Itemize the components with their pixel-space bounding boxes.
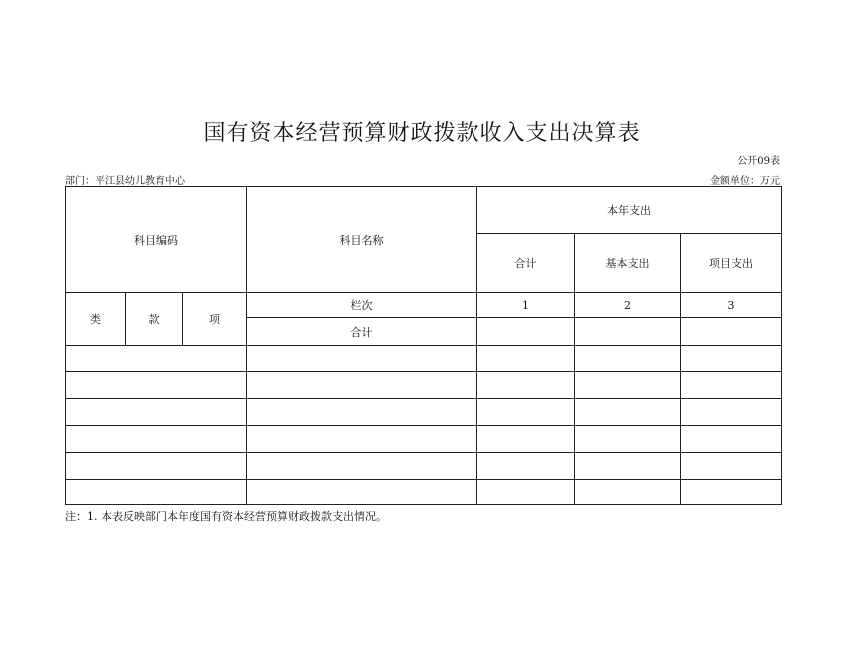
table-cell — [247, 426, 477, 453]
table-cell — [247, 346, 477, 372]
unit-label: 金额单位：万元 — [710, 176, 780, 187]
table-cell — [66, 426, 247, 453]
table-cell — [681, 372, 782, 399]
table-cell — [681, 399, 782, 426]
total-row-label: 合计 — [247, 318, 477, 346]
table-row — [66, 480, 782, 505]
table-cell — [66, 480, 247, 505]
table-row — [66, 453, 782, 480]
table-cell — [477, 453, 575, 480]
header-basic-expense: 基本支出 — [575, 234, 681, 293]
table-cell — [575, 372, 681, 399]
table-cell — [66, 399, 247, 426]
table-cell — [477, 372, 575, 399]
budget-table — [65, 186, 782, 505]
table-cell — [477, 346, 575, 372]
table-cell — [681, 426, 782, 453]
table-cell — [575, 426, 681, 453]
table-cell — [681, 480, 782, 505]
header-total: 合计 — [477, 234, 575, 293]
table-cell — [477, 480, 575, 505]
table-cell — [575, 453, 681, 480]
column-number-2: 2 — [575, 293, 681, 318]
table-cell — [66, 346, 247, 372]
table-cell — [575, 318, 681, 346]
form-number: 公开09表 — [737, 156, 780, 167]
table-cell — [477, 399, 575, 426]
column-index-label: 栏次 — [247, 293, 477, 318]
table-cell — [247, 480, 477, 505]
table-row — [66, 399, 782, 426]
header-subject-code: 科目编码 — [66, 187, 247, 293]
table-cell — [681, 318, 782, 346]
page-title: 国有资本经营预算财政拨款收入支出决算表 — [203, 121, 641, 146]
code-part-class: 类 — [66, 293, 126, 346]
table-cell — [575, 346, 681, 372]
table-cell — [575, 480, 681, 505]
table-cell — [247, 372, 477, 399]
table-row — [66, 426, 782, 453]
code-part-section: 款 — [126, 293, 183, 346]
table-cell — [477, 318, 575, 346]
table-cell — [66, 453, 247, 480]
table-cell — [477, 426, 575, 453]
table-cell — [247, 453, 477, 480]
department-label: 部门：平江县幼儿教育中心 — [65, 176, 185, 187]
table-cell — [681, 453, 782, 480]
table-cell — [66, 372, 247, 399]
header-subject-name: 科目名称 — [247, 187, 477, 293]
column-number-3: 3 — [681, 293, 782, 318]
footnote: 注：1. 本表反映部门本年度国有资本经营预算财政拨款支出情况。 — [65, 510, 387, 523]
table-cell — [247, 399, 477, 426]
table-cell — [575, 399, 681, 426]
column-number-1: 1 — [477, 293, 575, 318]
header-current-year-expense: 本年支出 — [477, 187, 782, 234]
table-row — [66, 372, 782, 399]
table-row — [66, 346, 782, 372]
header-project-expense: 项目支出 — [681, 234, 782, 293]
code-part-item: 项 — [183, 293, 247, 346]
table-cell — [681, 346, 782, 372]
